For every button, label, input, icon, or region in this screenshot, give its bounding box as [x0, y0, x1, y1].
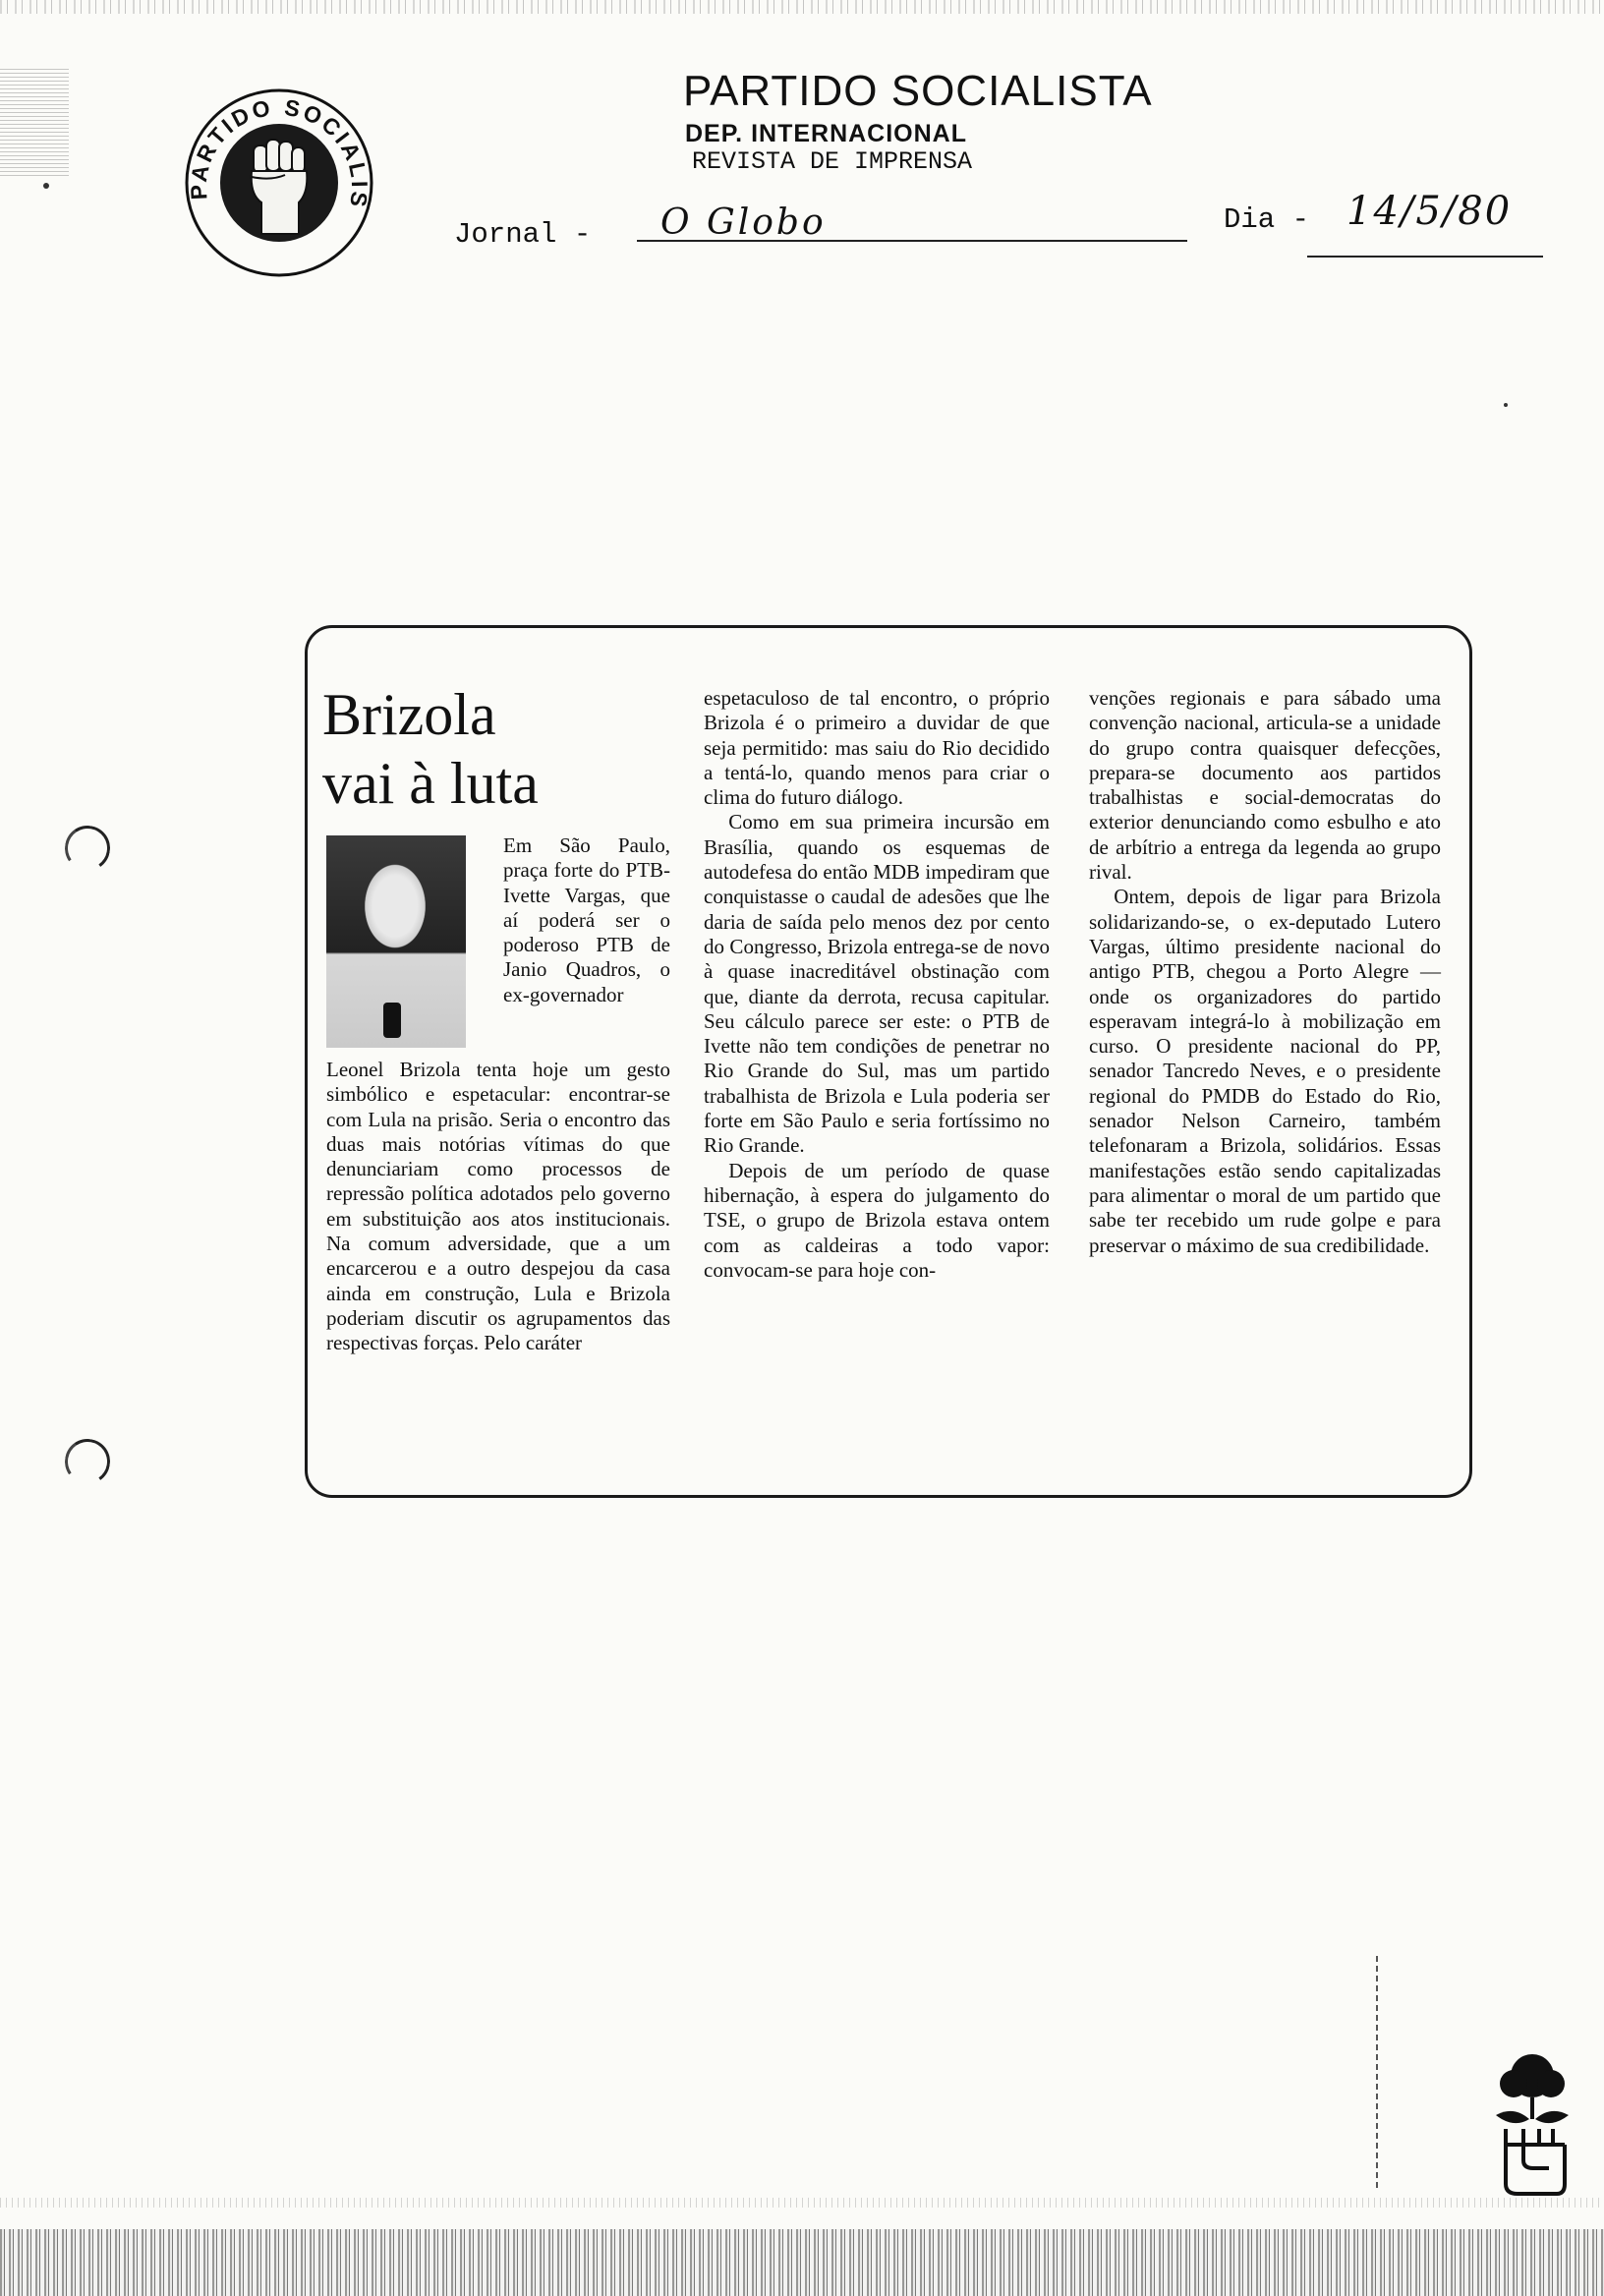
jornal-label: Jornal - — [454, 218, 592, 251]
punch-hole-mark — [61, 1435, 113, 1487]
department-name: DEP. INTERNACIONAL — [685, 120, 968, 147]
article-column-1-bottom — [326, 1058, 670, 1356]
party-logo — [183, 86, 375, 279]
scan-noise-bottom — [0, 2229, 1604, 2296]
article-paragraph: Ontem, depois de ligar para Brizola solidarizando-se, o ex-deputado Lutero Vargas, último presidente nacional do antigo PTB, chegou a Porto Alegre — onde os organizadores do partido esperavam integrá-lo à mobilização em curso. O presidente nacional do PP, senador Tancredo Neves, e o presidente regional do PMDB do Estado do Rio, senador Nelson Carneiro, também telefonaram a Brizola, solidários. Essas manifestações estão sendo capitalizadas para alimentar o moral de um partido que sabe ter recebido um rude golpe e para preservar o máximo de sua credibilidade. — [1089, 885, 1441, 1257]
organization-name: PARTIDO SOCIALISTA — [683, 67, 1153, 115]
article-column-1-top — [503, 833, 670, 1007]
article-paragraph: Leonel Brizola tenta hoje um gesto simbólico e espetacular: encontrar-se com Lula na prisão. Seria o encontro das duas mais notórias vítimas do que denunciariam como processos de repressão política adotados pelo governo em substituição aos atos institucionais. Na comum adversidade, que a um encarcerou e a outro despejou da casa ainda em construção, Lula e Brizola poderiam discutir os agrupamentos das respectivas forças. Pelo caráter — [326, 1058, 670, 1355]
portrait-photo — [326, 835, 466, 1048]
logo-ring-text: PARTIDO SOCIALIS — [185, 93, 373, 212]
headline-line-1: Brizola — [322, 682, 496, 747]
article-headline — [322, 680, 539, 818]
article-paragraph: venções regionais e para sábado uma convenção nacional, articula-se a unidade do grupo contra quaisquer defecções, prepara-se documento aos partidos trabalhistas e social-democratas do exterior denunciando como esbulho e ato de arbítrio a entrega da legenda ao grupo rival. — [1089, 686, 1441, 885]
article-paragraph: Depois de um período de quase hibernação, à espera do julgamento do TSE, o grupo de Brizola estava ontem com as caldeiras a todo vapor: convocam-se para hoje con- — [704, 1158, 1050, 1282]
scan-noise-bottom-thin — [0, 2198, 1604, 2208]
headline-line-2: vai à luta — [322, 751, 539, 816]
dia-underline — [1307, 256, 1543, 258]
article-paragraph: espetaculoso de tal encontro, o próprio Brizola é o primeiro a duvidar de que seja permitido: mas saiu do Rio decidido a tentá-lo, quando menos para criar o clima do futuro diálogo. — [704, 686, 1050, 810]
scan-noise-left — [0, 69, 69, 177]
scan-speck — [43, 183, 49, 189]
article-column-3 — [1089, 686, 1441, 1258]
rose-fist-icon — [1474, 2050, 1590, 2198]
dia-label: Dia - — [1224, 203, 1310, 236]
article-column-2 — [704, 686, 1050, 1283]
jornal-underline — [637, 240, 1187, 242]
raised-fist-icon — [183, 86, 375, 279]
jornal-handwritten-value: O Globo — [660, 202, 827, 243]
punch-hole-mark — [61, 822, 113, 874]
scan-speck — [1504, 403, 1508, 407]
article-paragraph: Como em sua primeira incursão em Brasília, quando os esquemas de autodefesa do então MDB impediram que conquistasse o caudal de adesões que lhe daria de saída pelo menos dez por cento do Congresso, Brizola entrega-se de novo à quase inacreditável obstinação com que, diante da derrota, recusa capitular. Seu cálculo parece ser este: o PTB de Ivette não tem condições de penetrar no Rio Grande do Sul, mas um partido trabalhista de Brizola e Lula poderia ser forte em São Paulo e seria fortíssimo no Rio Grande. — [704, 810, 1050, 1158]
dia-handwritten-value: 14/5/80 — [1346, 189, 1513, 234]
margin-mark — [1376, 1956, 1378, 2192]
article-paragraph: Em São Paulo, praça forte do PTB-Ivette Vargas, que aí poderá ser o poderoso PTB de Janio Quadros, o ex-governador — [503, 833, 670, 1006]
document-subtitle: REVISTA DE IMPRENSA — [692, 147, 973, 176]
scan-noise-top — [0, 0, 1604, 14]
